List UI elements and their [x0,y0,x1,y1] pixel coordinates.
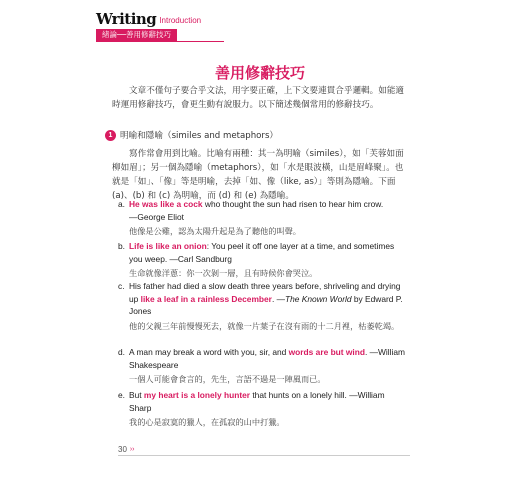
example-item [118,198,409,238]
example-translation: 我的心是寂寞的獵人，在孤寂的山中打獵。 [129,417,285,427]
subsection-heading [105,129,278,141]
example-item [118,389,409,429]
example-text: . — [271,293,285,304]
example-translation: 生命就像洋蔥：你一次剝一層，且有時候你會哭泣。 [129,268,318,278]
example-text: : You peel it off one layer at a time, and sometimes you weep. —Carl Sandburg [129,241,395,264]
brand-subtitle: Introduction [159,16,202,25]
explanation-paragraph: 寫作常會用到比喻。比喻有兩種：其一為明喻（similes），如「芙蓉如面柳如眉」；另一個為隱喻（metaphors），如「水是眼波橫，山是眉峰聚」。也就是「如」、「像」等是明喻，去掉「如、像（like, as）」等則為隱喻。下面 (a)、(b) 和 (c) 為明喻，而 (d) 和 (e) 為隱喻。 [112,149,404,201]
page-number: 30 [118,445,127,454]
book-title: The Known World [284,293,352,304]
example-text: that hunts on a lonely hill. —William Sharp [129,390,385,413]
example-text: A man may break a word with you, sir, and [129,347,289,357]
example-text: by Edward P. Jones [129,293,403,316]
number-badge: 1 [105,130,116,141]
brand-title: Writing [96,10,157,28]
highlight-phrase: my heart is a lonely hunter [143,390,251,400]
example-text: who thought the sun had risen to hear him crow. [202,199,384,209]
example-marker: d. [118,347,125,357]
footer-divider [118,455,410,456]
example-author: —George Eliot [129,211,184,222]
example-english [129,198,409,211]
example-translation: 他的父親三年前慢慢死去，就像一片葉子在沒有雨的十二月裡，枯萎乾竭。 [129,320,400,331]
highlight-phrase: like a leaf in a rainless December [140,293,272,304]
intro-paragraph: 文章不僅句子要合乎文法，用字要正確，上下文要連貫合乎邏輯。如能適時運用修辭技巧，會更生動有說服力。以下簡述幾個常用的修辭技巧。 [112,86,405,110]
page-title: 善用修辭技巧 [214,64,305,82]
example-item [118,240,409,280]
example-translation: 他像是公雞，認為太陽升起是為了聽他的叫聲。 [129,226,301,236]
example-marker: e. [118,390,125,400]
header-divider [96,41,224,42]
example-marker: c. [118,281,125,291]
example-item [118,280,409,333]
section-label: 緒論──善用修辭技巧 [96,29,177,41]
highlight-phrase: He was like a cock [129,199,203,209]
example-translation: 一個人可能會食言的，先生，言語不過是一陣風而已。 [129,374,326,384]
highlight-phrase: words are but wind [288,347,365,357]
example-english [129,389,409,414]
example-marker: b. [118,241,125,251]
example-marker: a. [118,199,125,209]
page-footer [118,445,134,454]
double-chevron-right-icon: › › [129,446,134,453]
example-item [118,346,409,386]
example-english [129,240,409,265]
example-text: But [129,390,144,400]
subsection-title: 明喻和隱喻（similes and metaphors） [120,131,279,141]
example-english [129,280,409,318]
highlight-phrase: Life is like an onion [129,241,207,251]
book-brand [96,12,201,27]
example-english [129,346,409,371]
example-text: . —William Shakespeare [129,347,405,370]
example-text: His father had died a slow death three years before, shriveling and drying up [129,281,401,304]
